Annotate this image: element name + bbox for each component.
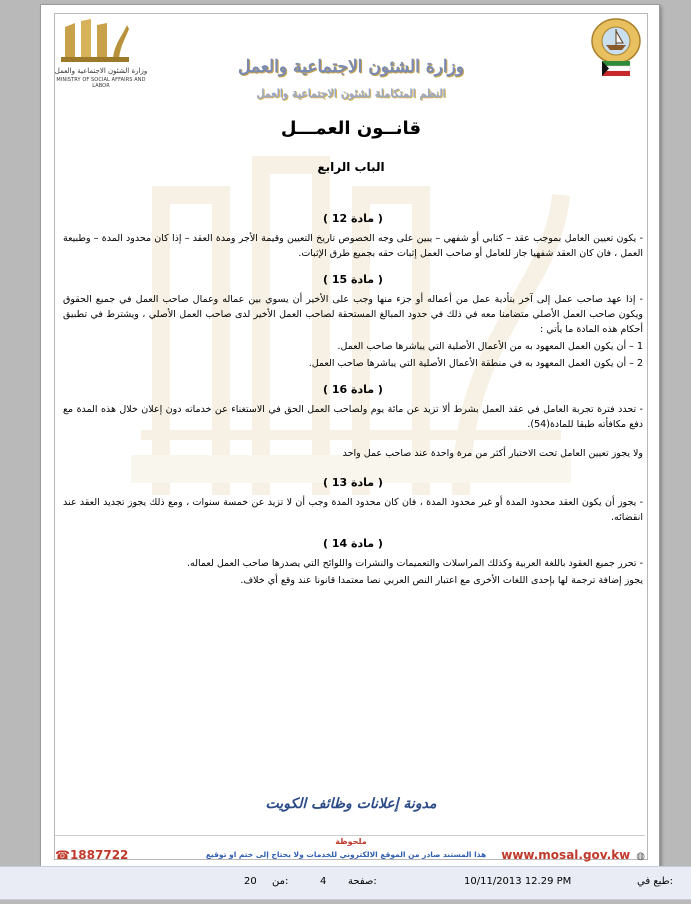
of-label: من: <box>272 876 289 887</box>
article-paragraph: - تحدد فترة تجربة العامل في عقد العمل بشرط ألا تزيد عن مائة يوم ولصاحب العمل الحق في الاستغناء عن خدماته دون إعلان خلال هذه المدة مع دفع مكافأته طبقا للمادة(54). <box>63 404 643 430</box>
chapter-title: الباب الرابع <box>317 160 385 174</box>
article-paragraph: يجوز إضافة ترجمة لها بإحدى اللغات الأخرى مع اعتبار النص العربي نصا معتمدا قانونا عند وقع أي خلاف. <box>240 575 643 586</box>
logo-arabic-text: وزارة الشئون الاجتماعية والعمل <box>54 67 148 75</box>
article-paragraph: 1 – أن يكون العمل المعهود به من الأعمال الأصلية التي يباشرها صاحب العمل. <box>337 341 643 352</box>
printed-label: طبع في: <box>637 876 673 887</box>
website-url[interactable]: www.mosal.gov.kw <box>501 848 631 862</box>
footer-note-text: هذا المستند صادر من الموقع الالكتروني للخدمات ولا يحتاج إلى ختم او توقيع <box>205 850 487 859</box>
printed-value: 10/11/2013 12.29 PM <box>464 876 572 887</box>
article-paragraph: - تحرر جميع العقود باللغة العربية وكذلك المراسلات والتعميمات والنشرات واللوائح التي يصدرها صاحب العمل لعماله. <box>186 558 643 569</box>
article-heading: ( مادة 14 ) <box>323 537 383 550</box>
page-value: 4 <box>320 876 327 887</box>
logo-english-text: MINISTRY OF SOCIAL AFFAIRS AND LABOR <box>56 77 146 89</box>
phone-number: 1887722 <box>69 848 129 862</box>
article-paragraph: ولا يجوز تعيين العامل تحت الاختبار أكثر من مرة واحدة عند صاحب عمل واحد <box>342 448 643 459</box>
article-paragraph: - يجوز أن يكون العقد محدود المدة أو غير محدود المدة ، فان كان محدود المدة وجب أن لا تزيد عن خمسة سنوات ، ومع ذلك يجوز تجديد العقد عند انقضائه. <box>63 497 643 523</box>
ministry-logo-icon <box>57 17 131 65</box>
article-heading: ( مادة 16 ) <box>323 383 383 396</box>
footer-divider <box>55 835 645 836</box>
print-status-bar <box>0 866 691 900</box>
article-heading: ( مادة 13 ) <box>323 476 383 489</box>
footer-website[interactable] <box>501 848 645 862</box>
document-content <box>63 211 643 590</box>
article-heading: ( مادة 15 ) <box>323 273 383 286</box>
globe-icon: ◍ <box>636 851 645 862</box>
ministry-subtitle: النظم المتكاملة لشئون الاجتماعية والعمل <box>256 87 446 100</box>
article-paragraph: - إذا عهد صاحب عمل إلى آخر بتأدية عمل من أعماله أو جزء منها وجب على الأخير أن يسوي بين عماله وعمال صاحب العمل في جميع الحقوق ويكون صاحب العمل الأصلي متضامنا معه في ذلك في حدود المبالغ المستحقة لصاحب العمل الأخير لدى صاحب العمل الأصلي ، ويشترط في تطبيق أحكام هذه المادة ما يأتي : <box>63 294 643 335</box>
law-title: قانــون العمـــل <box>280 118 422 139</box>
blog-credit: مدونة إعلانات وظائف الكويت <box>265 796 437 812</box>
of-value: 20 <box>244 876 257 887</box>
kuwait-crest-icon <box>589 17 643 83</box>
phone-icon: ☎ <box>55 848 70 862</box>
ministry-title: وزارة الشئون الاجتماعية والعمل <box>238 57 464 77</box>
page-label: صفحة: <box>348 876 377 887</box>
footer-note-title: ملحوظة <box>335 837 367 846</box>
footer-phone <box>55 848 128 862</box>
article-heading: ( مادة 12 ) <box>323 212 383 225</box>
article-paragraph: 2 – أن يكون العمل المعهود به في منطقة الأعمال الأصلية التي يباشرها صاحب العمل. <box>308 358 643 369</box>
document-page <box>40 4 660 868</box>
article-paragraph: - يكون تعيين العامل بموجب عقد – كتابي أو شفهي – يبين على وجه الخصوص تاريخ التعيين وقيمة الأجر ومدة العقد – إذا كان محدود المدة – وطبيعة العمل ، فان كان العقد شفهيا جاز للعامل أو صاحب العمل إثبات حقه بجميع طرق الإثبات. <box>63 233 643 259</box>
